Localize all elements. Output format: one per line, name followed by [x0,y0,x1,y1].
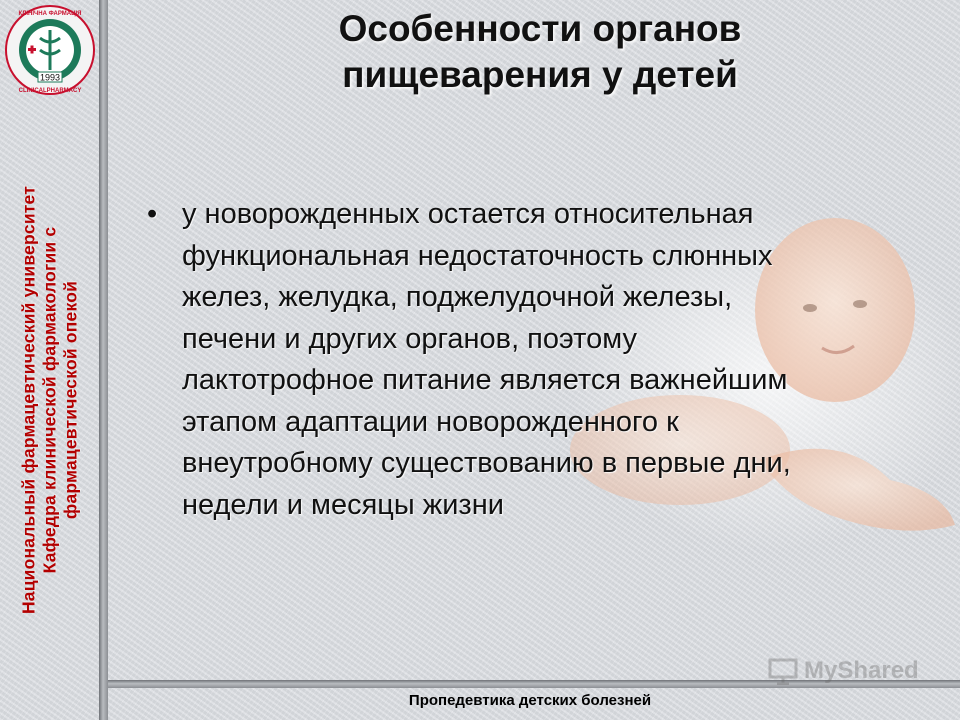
bullet-marker: • [147,198,158,230]
title-line-2: пищеварения у детей [342,54,738,95]
university-caption [19,140,82,660]
bullet-line: этапом адаптации новорожденного к [182,405,679,438]
sidebar [0,0,100,720]
university-line-3: фармацевтической опекой [60,280,81,520]
bullet-line: у новорожденных остается относительная [182,198,754,230]
title-line-1: Особенности органов [338,8,742,49]
watermark [768,656,919,686]
logo-ring-text: КЛІНІЧНА ФАРМАЦІЯ [18,11,82,17]
clinical-pharmacy-logo [4,4,96,96]
university-line-1: Национальный фармацевтический университет [18,185,39,615]
bullet-line: желез, желудка, поджелудочной железы, [182,281,733,313]
bullet-line: функциональная недостаточность слюнных [182,239,773,272]
footer-caption: Пропедевтика детских болезней [408,692,652,709]
bullet-text [182,194,930,526]
slide-title [200,6,880,98]
vertical-divider [99,0,108,720]
watermark-text: MyShared [804,657,919,684]
bullet-line: внеутробному существованию в первые дни, [182,447,791,479]
bullet-line: недели и месяцы жизни [182,488,504,521]
university-line-2: Кафедра клинической фармакологии с [39,226,60,574]
logo-year: 1993 [39,72,61,83]
logo-bottom-text: CLINICALPHARMACY [18,88,82,94]
presentation-icon [768,657,798,685]
bullet-line: лактотрофное питание является важнейшим [182,364,788,396]
bullet-line: печени и других органов, поэтому [182,322,638,355]
